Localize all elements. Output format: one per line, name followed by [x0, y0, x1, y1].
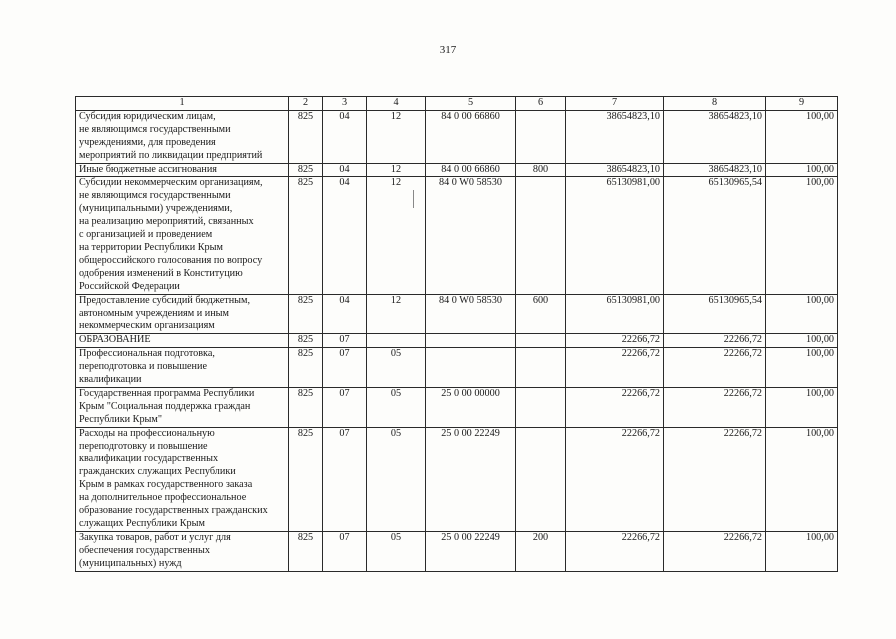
planned-amount-cell: 22266,72	[566, 387, 664, 427]
item-name-line: квалификации государственных	[79, 453, 219, 465]
executed-amount-cell: 38654823,10	[664, 163, 766, 177]
item-name-line: на дополнительное профессиональное	[79, 492, 247, 504]
percent-cell: 100,00	[766, 110, 838, 163]
budget-code-cell: 825	[289, 110, 323, 163]
executed-amount-cell: 38654823,10	[664, 110, 766, 163]
budget-code-cell: 825	[289, 348, 323, 388]
item-name-cell	[76, 387, 289, 427]
column-header: 6	[516, 97, 566, 111]
budget-code-cell: 825	[289, 334, 323, 348]
item-name-line: образование государственных гражданских	[79, 505, 268, 517]
item-name-line: Республики Крым"	[79, 413, 162, 425]
expense-type-cell	[516, 177, 566, 294]
expense-type-cell	[516, 387, 566, 427]
table-row	[76, 348, 838, 388]
column-header: 7	[566, 97, 664, 111]
item-name-line: Иные бюджетные ассигнования	[79, 163, 217, 175]
target-article-cell	[426, 334, 516, 348]
target-article-cell	[426, 348, 516, 388]
executed-amount-cell: 22266,72	[664, 348, 766, 388]
item-name-line: не являющимся государственными	[79, 190, 231, 202]
target-article-cell: 84 0 W0 58530	[426, 294, 516, 334]
target-article-cell: 84 0 W0 58530	[426, 177, 516, 294]
table-header-row	[76, 97, 838, 111]
item-name-cell	[76, 531, 289, 571]
percent-cell: 100,00	[766, 387, 838, 427]
item-name-line: с организацией и проведением	[79, 229, 213, 241]
budget-code-cell: 825	[289, 294, 323, 334]
section-code-cell: 07	[323, 531, 367, 571]
item-name-cell	[76, 294, 289, 334]
expense-type-cell: 200	[516, 531, 566, 571]
item-name-line: гражданских служащих Республики	[79, 466, 236, 478]
item-name-line: Государственная программа Республики	[79, 387, 255, 399]
item-name-line: мероприятий по ликвидации предприятий	[79, 149, 263, 161]
expense-type-cell: 800	[516, 163, 566, 177]
item-name-line: Расходы на профессиональную	[79, 427, 215, 439]
table-row	[76, 427, 838, 531]
item-name-line: ОБРАЗОВАНИЕ	[79, 334, 151, 346]
item-name-line: Профессиональная подготовка,	[79, 348, 215, 360]
item-name-line: Субсидии некоммерческим организациям,	[79, 177, 263, 189]
subsection-code-cell: 12	[367, 294, 426, 334]
executed-amount-cell: 22266,72	[664, 531, 766, 571]
column-header: 3	[323, 97, 367, 111]
item-name-cell	[76, 334, 289, 348]
executed-amount-cell: 22266,72	[664, 427, 766, 531]
item-name-line: учреждениями, для проведения	[79, 136, 216, 148]
item-name-line: не являющимся государственными	[79, 123, 231, 135]
budget-code-cell: 825	[289, 177, 323, 294]
planned-amount-cell: 22266,72	[566, 334, 664, 348]
item-name-line: служащих Республики Крым	[79, 518, 205, 529]
section-code-cell: 04	[323, 294, 367, 334]
item-name-line: Крым "Социальная поддержка граждан	[79, 400, 251, 412]
budget-table-body	[76, 97, 838, 572]
budget-code-cell: 825	[289, 387, 323, 427]
item-name-line: (муниципальными) учреждениями,	[79, 203, 233, 215]
item-name-line: Предоставление субсидий бюджетным,	[79, 294, 251, 306]
item-name-line: квалификации	[79, 374, 142, 386]
expense-type-cell	[516, 110, 566, 163]
section-code-cell: 07	[323, 387, 367, 427]
planned-amount-cell: 65130981,00	[566, 294, 664, 334]
column-header: 8	[664, 97, 766, 111]
target-article-cell: 25 0 00 00000	[426, 387, 516, 427]
percent-cell: 100,00	[766, 177, 838, 294]
planned-amount-cell: 22266,72	[566, 348, 664, 388]
item-name-cell	[76, 110, 289, 163]
planned-amount-cell: 22266,72	[566, 531, 664, 571]
percent-cell: 100,00	[766, 334, 838, 348]
item-name-cell	[76, 177, 289, 294]
table-row	[76, 531, 838, 571]
planned-amount-cell: 38654823,10	[566, 110, 664, 163]
percent-cell: 100,00	[766, 348, 838, 388]
scan-artifact	[413, 190, 414, 208]
executed-amount-cell: 22266,72	[664, 334, 766, 348]
subsection-code-cell: 12	[367, 177, 426, 294]
item-name-line: общероссийского голосования по вопросу	[79, 254, 263, 266]
section-code-cell: 04	[323, 163, 367, 177]
expense-type-cell	[516, 334, 566, 348]
target-article-cell: 84 0 00 66860	[426, 163, 516, 177]
subsection-code-cell: 05	[367, 348, 426, 388]
budget-code-cell: 825	[289, 427, 323, 531]
budget-code-cell: 825	[289, 531, 323, 571]
subsection-code-cell: 12	[367, 163, 426, 177]
executed-amount-cell: 65130965,54	[664, 177, 766, 294]
item-name-line: автономным учреждениям и иным	[79, 307, 229, 319]
expense-type-cell	[516, 427, 566, 531]
subsection-code-cell: 05	[367, 427, 426, 531]
page-number: 317	[439, 44, 457, 56]
section-code-cell: 07	[323, 348, 367, 388]
planned-amount-cell: 38654823,10	[566, 163, 664, 177]
table-row	[76, 177, 838, 294]
planned-amount-cell: 22266,72	[566, 427, 664, 531]
section-code-cell: 04	[323, 110, 367, 163]
percent-cell: 100,00	[766, 427, 838, 531]
target-article-cell: 25 0 00 22249	[426, 531, 516, 571]
target-article-cell: 84 0 00 66860	[426, 110, 516, 163]
table-row	[76, 163, 838, 177]
subsection-code-cell	[367, 334, 426, 348]
item-name-line: Российской Федерации	[79, 280, 180, 292]
item-name-line: переподготовку и повышение	[79, 440, 208, 452]
column-header: 1	[76, 97, 289, 111]
table-row	[76, 294, 838, 334]
subsection-code-cell: 05	[367, 531, 426, 571]
percent-cell: 100,00	[766, 294, 838, 334]
executed-amount-cell: 65130965,54	[664, 294, 766, 334]
column-header: 9	[766, 97, 838, 111]
budget-table	[75, 96, 838, 572]
item-name-line: некоммерческим организациям	[79, 320, 215, 332]
item-name-line: Закупка товаров, работ и услуг для	[79, 531, 231, 543]
item-name-line: одобрения изменений в Конституцию	[79, 267, 243, 279]
table-row	[76, 387, 838, 427]
item-name-line: обеспечения государственных	[79, 544, 210, 556]
table-row	[76, 334, 838, 348]
expense-type-cell: 600	[516, 294, 566, 334]
section-code-cell: 07	[323, 427, 367, 531]
column-header: 4	[367, 97, 426, 111]
column-header: 5	[426, 97, 516, 111]
item-name-cell	[76, 163, 289, 177]
column-header: 2	[289, 97, 323, 111]
subsection-code-cell: 05	[367, 387, 426, 427]
section-code-cell: 07	[323, 334, 367, 348]
executed-amount-cell: 22266,72	[664, 387, 766, 427]
expense-type-cell	[516, 348, 566, 388]
subsection-code-cell: 12	[367, 110, 426, 163]
percent-cell: 100,00	[766, 531, 838, 571]
item-name-line: (муниципальных) нужд	[79, 557, 182, 569]
item-name-line: на реализацию мероприятий, связанных	[79, 216, 254, 228]
target-article-cell: 25 0 00 22249	[426, 427, 516, 531]
section-code-cell: 04	[323, 177, 367, 294]
item-name-line: на территории Республики Крым	[79, 241, 223, 253]
percent-cell: 100,00	[766, 163, 838, 177]
item-name-cell	[76, 348, 289, 388]
item-name-line: Крым в рамках государственного заказа	[79, 479, 253, 491]
table-row	[76, 110, 838, 163]
item-name-line: Субсидия юридическим лицам,	[79, 110, 216, 122]
budget-code-cell: 825	[289, 163, 323, 177]
item-name-cell	[76, 427, 289, 531]
item-name-line: переподготовка и повышение	[79, 361, 207, 373]
planned-amount-cell: 65130981,00	[566, 177, 664, 294]
